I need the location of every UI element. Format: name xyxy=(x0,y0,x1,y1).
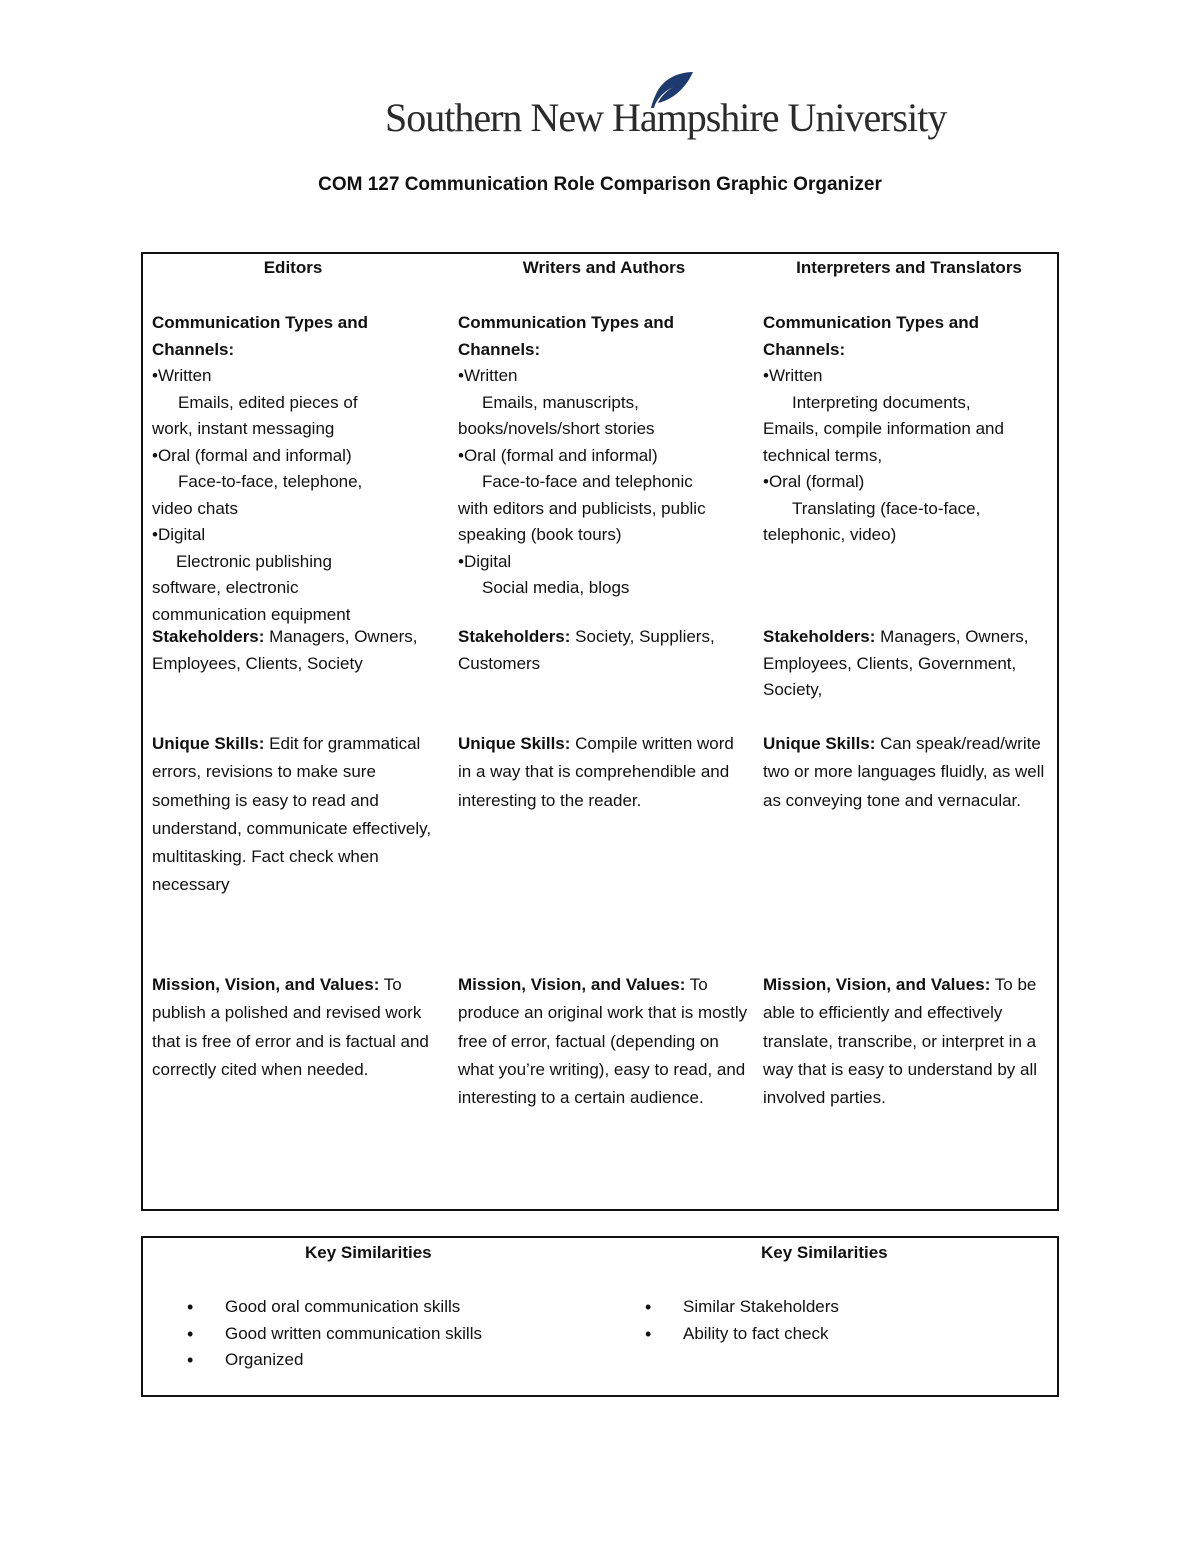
bullet-oral: •Oral (formal) xyxy=(763,472,865,491)
bullet-detail: Emails, compile information and technical terms, xyxy=(763,419,1004,465)
stakeholders-label: Stakeholders: xyxy=(458,627,571,646)
comm-label: Communication Types and xyxy=(763,313,979,332)
skills-label: Unique Skills: xyxy=(763,734,876,753)
similarities-list xyxy=(645,1294,839,1347)
bullet-written: •Written xyxy=(763,366,823,385)
column-heading: Writers and Authors xyxy=(522,258,686,277)
bullet-detail: Face-to-face and telephonic xyxy=(482,472,693,491)
communication-types xyxy=(763,310,1055,549)
mission-text: To be able to efficiently and effectively translate, transcribe, or interpret in a way that is easy to understand by all involved parties. xyxy=(763,975,1038,1108)
skills-text: Can speak/read/write two or more languages fluidly, as well as conveying tone and vernacular. xyxy=(763,734,1045,810)
mission-label: Mission, Vision, and Values: xyxy=(152,975,380,994)
column-heading: Editors xyxy=(263,258,323,277)
page-title: COM 127 Communication Role Comparison Graphic Organizer xyxy=(318,174,882,195)
mission-vision-values xyxy=(763,971,1055,1112)
feather-icon xyxy=(643,70,695,110)
communication-types xyxy=(152,310,444,628)
column-heading: Interpreters and Translators xyxy=(796,258,1022,277)
stakeholders-text: Managers, Owners, Employees, Clients, Society xyxy=(152,627,418,673)
similarities-heading: Key Similarities xyxy=(305,1243,432,1262)
communication-types xyxy=(458,310,750,602)
list-item: • Ability to fact check xyxy=(645,1321,839,1348)
role-comparison-table xyxy=(141,252,1059,1211)
bullet-detail: with editors and publicists, public speaking (book tours) xyxy=(458,498,706,544)
stakeholders xyxy=(152,624,444,677)
unique-skills xyxy=(152,730,444,900)
bullet-digital: •Digital xyxy=(458,551,512,571)
similarities-heading: Key Similarities xyxy=(761,1243,888,1262)
list-item: • Organized xyxy=(187,1347,482,1374)
bullet-written: •Written xyxy=(458,366,518,385)
mission-text: To produce an original work that is mostly free of error, factual (depending on what you’re writing), easy to read, and interesting to a certain audience. xyxy=(458,975,748,1108)
bullet-oral: •Oral (formal and informal) xyxy=(458,445,658,465)
stakeholders-text: Managers, Owners, Employees, Clients, Government, Society, xyxy=(763,627,1029,699)
bullet-detail: Electronic publishing xyxy=(176,551,332,571)
mission-label: Mission, Vision, and Values: xyxy=(763,975,991,994)
bullet-detail: video chats xyxy=(152,498,238,518)
unique-skills xyxy=(458,730,750,815)
bullet-detail: software, electronic xyxy=(152,578,299,597)
bullet-detail: Emails, manuscripts, xyxy=(482,392,639,412)
bullet-written: •Written xyxy=(152,366,212,385)
list-item: • Good oral communication skills xyxy=(187,1294,482,1321)
logo-text: Southern New Hampshire University xyxy=(385,95,947,140)
bullet-digital: •Digital xyxy=(152,525,206,544)
skills-label: Unique Skills: xyxy=(458,734,571,753)
mission-text: To publish a polished and revised work that is free of error and is factual and correctly cited when needed. xyxy=(152,975,429,1079)
bullet-detail: Translating (face-to-face, xyxy=(792,498,981,518)
bullet-detail: work, instant messaging xyxy=(152,419,335,438)
stakeholders-label: Stakeholders: xyxy=(152,627,265,646)
stakeholders-text: Society, Suppliers, Customers xyxy=(458,627,715,673)
stakeholders xyxy=(763,624,1055,704)
university-logo xyxy=(385,70,947,140)
skills-text: Edit for grammatical errors, revisions to make sure something is easy to read and understand, communicate effectively, multitasking. Fact check when necessary xyxy=(152,734,432,895)
bullet-detail: books/novels/short stories xyxy=(458,419,655,438)
list-item: • Good written communication skills xyxy=(187,1321,482,1348)
comm-label: Communication Types and xyxy=(458,313,674,332)
skills-text: Compile written word in a way that is comprehendible and interesting to the reader. xyxy=(458,734,734,810)
mission-vision-values xyxy=(152,971,444,1084)
unique-skills xyxy=(763,730,1055,815)
bullet-oral: •Oral (formal and informal) xyxy=(152,445,352,465)
bullet-detail: telephonic, video) xyxy=(763,525,897,544)
list-item: • Similar Stakeholders xyxy=(645,1294,839,1321)
similarities-list xyxy=(187,1294,482,1374)
comm-label: Channels: xyxy=(152,339,235,359)
bullet-detail: Interpreting documents, xyxy=(792,392,971,412)
bullet-detail: Face-to-face, telephone, xyxy=(178,472,363,491)
key-similarities-box xyxy=(141,1236,1059,1397)
bullet-detail: Social media, blogs xyxy=(482,578,630,597)
skills-label: Unique Skills: xyxy=(152,734,265,753)
bullet-detail: Emails, edited pieces of xyxy=(178,392,358,412)
comm-label: Channels: xyxy=(458,339,541,359)
stakeholders-label: Stakeholders: xyxy=(763,627,876,646)
stakeholders xyxy=(458,624,750,677)
bullet-detail: communication equipment xyxy=(152,604,351,624)
comm-label: Channels: xyxy=(763,339,846,359)
mission-vision-values xyxy=(458,971,750,1112)
comm-label: Communication Types and xyxy=(152,313,368,332)
mission-label: Mission, Vision, and Values: xyxy=(458,975,686,994)
